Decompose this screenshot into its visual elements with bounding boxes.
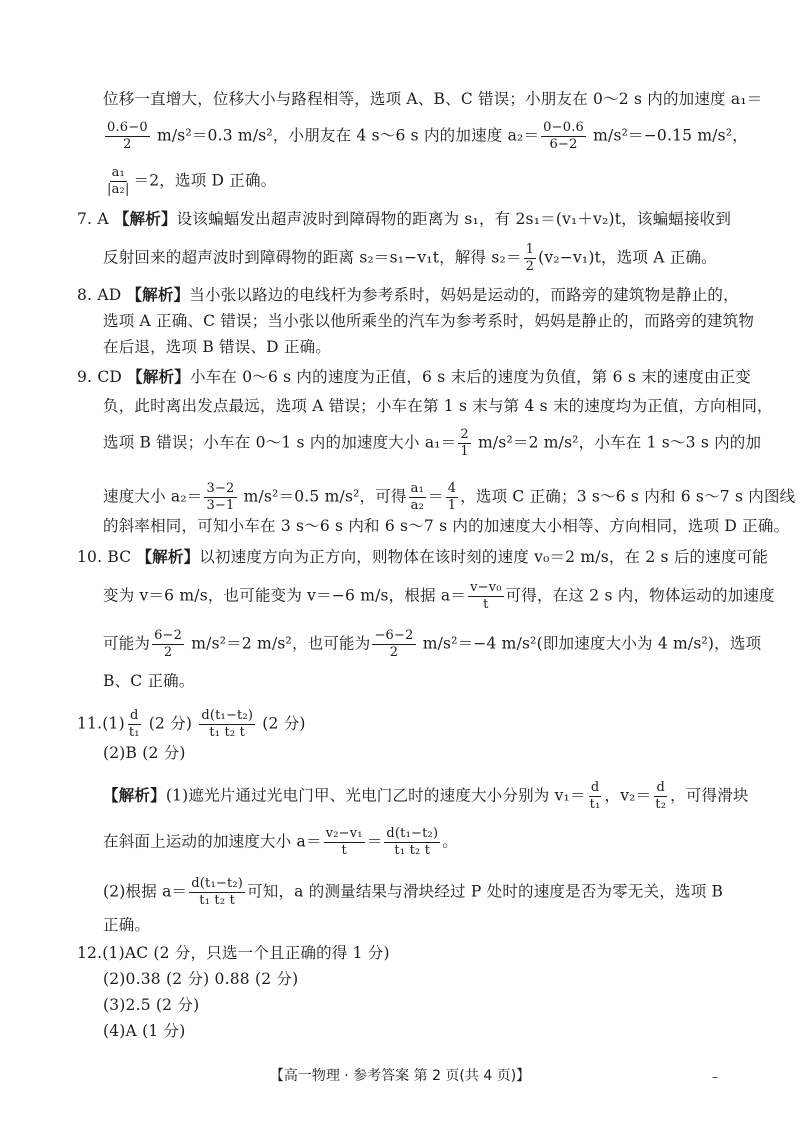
fraction: $\frac{6-2}{2}$ <box>154 628 183 660</box>
fraction: $\frac{\text{d(t₁−t₂)}}{\text{t₁ t₂ t}}$ <box>201 708 254 740</box>
text-line: 反射回来的超声波时到障碍物的距离 s₂＝s₁−v₁t，解得 s₂＝ $\frac{1}{2}$ (v₂−v₁)t，选项 A 正确。 <box>103 242 717 274</box>
text-line: 位移一直增大，位移大小与路程相等，选项 A、B、C 错误；小朋友在 0～2 s 内的加速度 a₁＝ <box>103 90 763 108</box>
fraction: $\frac{2}{1}$ <box>460 427 469 459</box>
fraction: $\frac{\text{v−v₀}}{t}$ <box>470 580 502 612</box>
fraction: $\frac{-6-2}{2}$ <box>374 628 414 660</box>
question-10: 10. BC 【解析】以初速度方向为正方向，则物体在该时刻的速度 v₀＝2 m/s，在 2 s 后的速度可能 <box>77 547 769 566</box>
text-line: 在后退，选项 B 错误、D 正确。 <box>103 338 331 356</box>
question-8: 8. AD 【解析】当小张以路边的电线杆为参考系时，妈妈是运动的，而路旁的建筑物是静止的， <box>77 285 739 304</box>
question-11: 11.(1) $\frac{d}{\text{t₁}}$ (2 分) $\frac{\text{d(t₁−t₂)}}{\text{t₁ t₂ t}}$ (2 分) <box>77 708 306 740</box>
text-line: 速度大小 a₂＝ $\frac{3-2}{3-1}$ m/s²＝0.5 m/s²，可得 $\frac{\text{a₁}}{\text{a₂}}$ ＝ $\frac{4}{1}$ ，选项 C 正确；3 s～6 s 内和 6 s～7 s 内图线 <box>103 481 796 513</box>
fraction: $\frac{1}{2}$ <box>525 242 535 274</box>
question-9: 9. CD 【解析】小车在 0～6 s 内的速度为正值，6 s 末后的速度为负值，第 6 s 末的速度由正变 <box>77 367 751 386</box>
fraction: $\frac{0.6-0}{2}$ <box>107 120 148 152</box>
text-line: (2)B (2 分) <box>103 744 186 762</box>
fraction: $\frac{3-2}{3-1}$ <box>206 481 235 513</box>
text-line: 【解析】(1)遮光片通过光电门甲、光电门乙时的速度大小分别为 v₁＝ $\frac{d}{\text{t₁}}$ ，v₂＝ $\frac{d}{\text{t₂}}$ ，可得滑块 <box>103 780 749 812</box>
fraction: $\frac{\text{a₁}}{\text{a₂}}$ <box>410 481 424 513</box>
text-line: (4)A (1 分) <box>103 1022 186 1040</box>
text-line: (2)根据 a＝ $\frac{\text{d(t₁−t₂)}}{\text{t₁ t₂ t}}$ 可知，a 的测量结果与滑块经过 P 处时的速度是否为零无关，选项 B <box>103 876 724 908</box>
fraction: $\frac{0-0.6}{6-2}$ <box>543 120 584 152</box>
fraction: $\frac{d}{\text{t₂}}$ <box>655 780 667 812</box>
fraction: $\frac{\text{a₁}}{\text{|a₂|}}$ <box>107 165 130 197</box>
text-line: B、C 正确。 <box>103 672 195 690</box>
corner-mark: – <box>712 1070 718 1084</box>
text-line: $\frac{\text{a₁}}{\text{|a₂|}}$ ＝2，选项 D 正确。 <box>107 165 277 197</box>
fraction: $\frac{\text{d(t₁−t₂)}}{\text{t₁ t₂ t}}$ <box>386 826 439 858</box>
fraction: $\frac{\text{v₂−v₁}}{t}$ <box>325 826 363 858</box>
text-line: $\frac{0.6-0}{2}$ m/s²＝0.3 m/s²，小朋友在 4 s～6 s 内的加速度 a₂＝ $\frac{0-0.6}{6-2}$ m/s²＝−0.15 m/s²， <box>107 120 748 152</box>
text-line: 选项 B 错误；小车在 0～1 s 内的加速度大小 a₁＝ $\frac{2}{1}$ m/s²＝2 m/s²，小车在 1 s～3 s 内的加 <box>103 427 762 459</box>
fraction: $\frac{\text{d(t₁−t₂)}}{\text{t₁ t₂ t}}$ <box>191 876 244 908</box>
text-line: 正确。 <box>103 916 151 934</box>
text-line: (3)2.5 (2 分) <box>103 996 200 1014</box>
text-line: 选项 A 正确、C 错误；当小张以他所乘坐的汽车为参考系时，妈妈是静止的，而路旁的建筑物 <box>103 312 755 330</box>
text-line: 的斜率相同，可知小车在 3 s～6 s 内和 6 s～7 s 内的加速度大小相等、方向相同，选项 D 正确。 <box>103 517 790 535</box>
text-line: 负，此时离出发点最远，选项 A 错误；小车在第 1 s 末与第 4 s 末的速度均为正值，方向相同， <box>103 397 773 415</box>
text-line: (2)0.38 (2 分) 0.88 (2 分) <box>103 970 299 988</box>
text-line: 可能为 $\frac{6-2}{2}$ m/s²＝2 m/s²，也可能为 $\frac{-6-2}{2}$ m/s²＝−4 m/s²(即加速度大小为 4 m/s²)，选项 <box>103 628 762 660</box>
question-7: 7. A 【解析】设该蝙蝠发出超声波时到障碍物的距离为 s₁，有 2s₁＝(v₁＋v₂)t，该蝙蝠接收到 <box>77 209 732 228</box>
text-line: 变为 v＝6 m/s，也可能变为 v＝−6 m/s，根据 a＝ $\frac{\text{v−v₀}}{t}$ 可得，在这 2 s 内，物体运动的加速度 <box>103 580 775 612</box>
fraction: $\frac{d}{\text{t₁}}$ <box>128 708 140 740</box>
question-12: 12.(1)AC (2 分，只选一个且正确的得 1 分) <box>77 944 390 962</box>
text-line: 在斜面上运动的加速度大小 a＝ $\frac{\text{v₂−v₁}}{t}$ ＝ $\frac{\text{d(t₁−t₂)}}{\text{t₁ t₂ t}}$ 。 <box>103 826 458 858</box>
page-footer: 【高一物理 · 参考答案 第 2 页(共 4 页)】 <box>269 1068 531 1084</box>
fraction: $\frac{d}{\text{t₁}}$ <box>589 780 601 812</box>
fraction: $\frac{4}{1}$ <box>447 481 457 513</box>
